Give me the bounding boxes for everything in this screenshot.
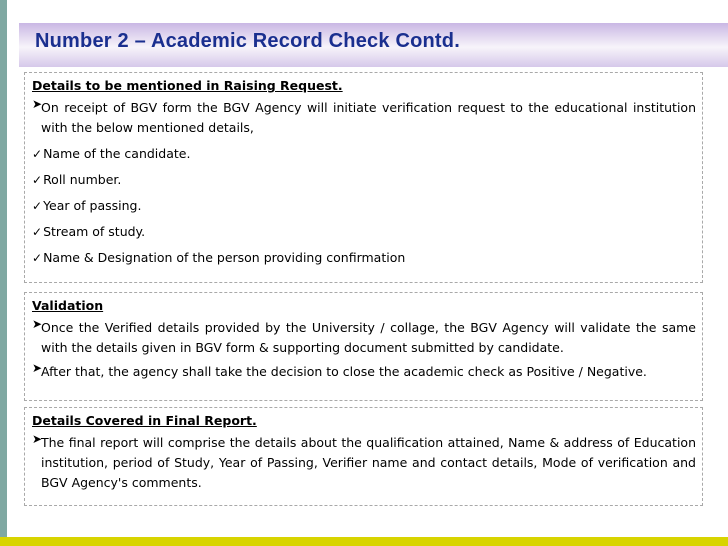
item-text: Name & Designation of the person providing confirmation xyxy=(43,249,406,265)
list-item xyxy=(32,433,696,493)
item-text: After that, the agency shall take the decision to close the academic check as Positive / Negative. xyxy=(41,363,647,379)
item-text: Roll number. xyxy=(43,171,122,187)
list-item xyxy=(32,98,696,138)
item-text: Once the Verified details provided by the University / collage, the BGV Agency will validate the same with the details given in BGV form & supporting document submitted by candidate. xyxy=(41,319,696,355)
final-report-section xyxy=(24,407,703,506)
checkmark-icon: ✓ xyxy=(32,198,43,213)
raising-request-section xyxy=(24,72,703,283)
validation-section xyxy=(24,292,703,401)
item-text: Year of passing. xyxy=(43,197,142,213)
checkmark-icon: ✓ xyxy=(32,146,43,161)
arrow-bullet-icon: ➤ xyxy=(32,360,43,375)
arrow-bullet-icon: ➤ xyxy=(32,431,43,446)
item-text: Name of the candidate. xyxy=(43,145,191,161)
item-text: Stream of study. xyxy=(43,223,146,239)
checkmark-icon: ✓ xyxy=(32,250,43,265)
list-item xyxy=(32,246,696,270)
title-banner xyxy=(19,23,728,67)
arrow-bullet-icon: ➤ xyxy=(32,316,43,331)
bottom-accent-bar xyxy=(0,537,728,546)
item-text: The final report will comprise the details about the qualification attained, Name & address of Education institution, period of Study, Year of Passing, Verifier name and contact details, Mode of verification and BGV Agency's comments. xyxy=(41,434,696,490)
list-item xyxy=(32,220,696,244)
left-accent-bar xyxy=(0,0,7,546)
slide-title: Number 2 – Academic Record Check Contd. xyxy=(35,30,460,52)
arrow-bullet-icon: ➤ xyxy=(32,96,43,111)
checkmark-icon: ✓ xyxy=(32,224,43,239)
section-heading: Details Covered in Final Report. xyxy=(32,413,257,428)
checkmark-icon: ✓ xyxy=(32,172,43,187)
list-item xyxy=(32,194,696,218)
list-item xyxy=(32,168,696,192)
list-item xyxy=(32,362,696,382)
section-heading: Details to be mentioned in Raising Request. xyxy=(32,78,343,93)
item-text: On receipt of BGV form the BGV Agency will initiate verification request to the educational institution with the below mentioned details, xyxy=(41,99,696,135)
list-item xyxy=(32,318,696,358)
list-item xyxy=(32,142,696,166)
section-heading: Validation xyxy=(32,298,104,313)
